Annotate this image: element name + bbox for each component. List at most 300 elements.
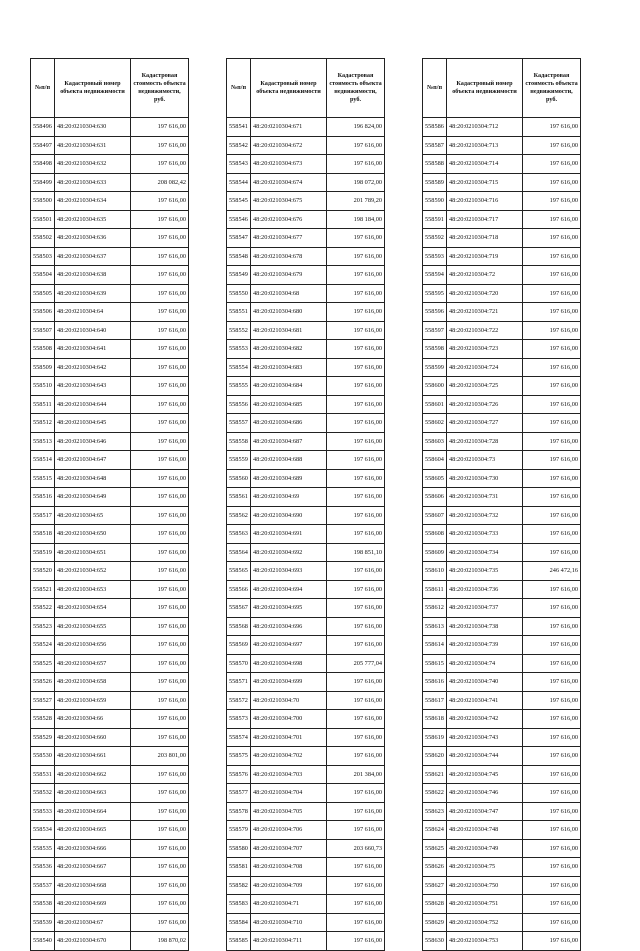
row-cadastral-number: 48:20:0210304:740	[447, 673, 523, 692]
row-cadastral-value: 197 616,00	[523, 247, 581, 266]
row-cadastral-value: 197 616,00	[131, 451, 189, 470]
row-cadastral-number: 48:20:0210304:710	[251, 913, 327, 932]
row-cadastral-number: 48:20:0210304:716	[447, 192, 523, 211]
row-cadastral-number: 48:20:0210304:724	[447, 358, 523, 377]
row-cadastral-value: 197 616,00	[523, 192, 581, 211]
row-cadastral-number: 48:20:0210304:715	[447, 173, 523, 192]
row-cadastral-value: 197 616,00	[523, 414, 581, 433]
row-number: 558559	[227, 451, 251, 470]
row-cadastral-value: 197 616,00	[327, 895, 385, 914]
row-cadastral-value: 197 616,00	[523, 155, 581, 174]
table-row	[227, 136, 385, 155]
row-number: 558598	[423, 340, 447, 359]
table-row	[227, 358, 385, 377]
row-number: 558599	[423, 358, 447, 377]
row-cadastral-value: 197 616,00	[523, 821, 581, 840]
row-cadastral-number: 48:20:0210304:679	[251, 266, 327, 285]
row-cadastral-number: 48:20:0210304:674	[251, 173, 327, 192]
row-cadastral-value: 197 616,00	[523, 580, 581, 599]
table-row	[227, 839, 385, 858]
row-cadastral-value: 197 616,00	[523, 525, 581, 544]
row-cadastral-number: 48:20:0210304:668	[55, 876, 131, 895]
table-row	[423, 414, 581, 433]
table-row	[423, 543, 581, 562]
row-number: 558588	[423, 155, 447, 174]
row-number: 558607	[423, 506, 447, 525]
row-cadastral-number: 48:20:0210304:665	[55, 821, 131, 840]
table-row	[227, 617, 385, 636]
row-cadastral-value: 197 616,00	[131, 432, 189, 451]
row-cadastral-value: 197 616,00	[131, 562, 189, 581]
row-number: 558527	[31, 691, 55, 710]
row-number: 558534	[31, 821, 55, 840]
row-cadastral-number: 48:20:0210304:722	[447, 321, 523, 340]
table-header-row	[423, 59, 581, 118]
row-cadastral-number: 48:20:0210304:682	[251, 340, 327, 359]
row-number: 558532	[31, 784, 55, 803]
table-row	[227, 821, 385, 840]
table-row	[31, 728, 189, 747]
row-cadastral-number: 48:20:0210304:657	[55, 654, 131, 673]
row-cadastral-number: 48:20:0210304:630	[55, 118, 131, 137]
row-cadastral-value: 197 616,00	[327, 821, 385, 840]
table-row	[227, 636, 385, 655]
row-cadastral-value: 197 616,00	[131, 118, 189, 137]
table-row	[227, 340, 385, 359]
row-number: 558514	[31, 451, 55, 470]
row-number: 558520	[31, 562, 55, 581]
row-number: 558499	[31, 173, 55, 192]
row-cadastral-number: 48:20:0210304:735	[447, 562, 523, 581]
table-row	[31, 691, 189, 710]
row-cadastral-value: 197 616,00	[523, 710, 581, 729]
row-cadastral-number: 48:20:0210304:700	[251, 710, 327, 729]
row-cadastral-number: 48:20:0210304:675	[251, 192, 327, 211]
row-cadastral-value: 197 616,00	[327, 599, 385, 618]
table-row	[227, 229, 385, 248]
row-cadastral-number: 48:20:0210304:644	[55, 395, 131, 414]
table-row	[227, 784, 385, 803]
table-row	[227, 173, 385, 192]
row-number: 558578	[227, 802, 251, 821]
table-row	[423, 580, 581, 599]
table-row	[227, 395, 385, 414]
row-cadastral-value: 197 616,00	[327, 358, 385, 377]
row-cadastral-number: 48:20:0210304:725	[447, 377, 523, 396]
row-cadastral-number: 48:20:0210304:653	[55, 580, 131, 599]
row-cadastral-value: 197 616,00	[327, 414, 385, 433]
row-number: 558625	[423, 839, 447, 858]
row-cadastral-number: 48:20:0210304:718	[447, 229, 523, 248]
row-number: 558586	[423, 118, 447, 137]
row-cadastral-value: 197 616,00	[523, 451, 581, 470]
row-cadastral-number: 48:20:0210304:697	[251, 636, 327, 655]
row-cadastral-number: 48:20:0210304:70	[251, 691, 327, 710]
row-cadastral-value: 197 616,00	[523, 784, 581, 803]
row-cadastral-value: 197 616,00	[327, 155, 385, 174]
row-number: 558573	[227, 710, 251, 729]
table-row	[227, 895, 385, 914]
table-row	[31, 284, 189, 303]
row-cadastral-value: 197 616,00	[327, 673, 385, 692]
row-cadastral-value: 197 616,00	[131, 469, 189, 488]
row-cadastral-value: 197 616,00	[131, 377, 189, 396]
table-row	[227, 691, 385, 710]
row-cadastral-number: 48:20:0210304:636	[55, 229, 131, 248]
row-number: 558601	[423, 395, 447, 414]
table-row	[227, 192, 385, 211]
table-row	[31, 192, 189, 211]
table-row	[227, 321, 385, 340]
row-cadastral-value: 197 616,00	[523, 599, 581, 618]
row-cadastral-value: 197 616,00	[327, 913, 385, 932]
row-cadastral-number: 48:20:0210304:661	[55, 747, 131, 766]
row-cadastral-number: 48:20:0210304:699	[251, 673, 327, 692]
row-number: 558547	[227, 229, 251, 248]
table-row	[227, 876, 385, 895]
row-cadastral-number: 48:20:0210304:68	[251, 284, 327, 303]
row-number: 558610	[423, 562, 447, 581]
table-row	[423, 525, 581, 544]
row-number: 558496	[31, 118, 55, 137]
table-row	[227, 654, 385, 673]
table-row	[31, 395, 189, 414]
table-row	[31, 451, 189, 470]
row-cadastral-value: 197 616,00	[523, 876, 581, 895]
row-number: 558596	[423, 303, 447, 322]
row-cadastral-number: 48:20:0210304:649	[55, 488, 131, 507]
row-number: 558511	[31, 395, 55, 414]
row-number: 558564	[227, 543, 251, 562]
table-row	[423, 136, 581, 155]
table-row	[423, 506, 581, 525]
table-row	[31, 617, 189, 636]
row-number: 558608	[423, 525, 447, 544]
row-number: 558526	[31, 673, 55, 692]
table-row	[423, 728, 581, 747]
row-cadastral-value: 197 616,00	[131, 617, 189, 636]
row-number: 558530	[31, 747, 55, 766]
row-cadastral-value: 197 616,00	[131, 358, 189, 377]
table-row	[31, 488, 189, 507]
row-cadastral-value: 197 616,00	[327, 932, 385, 951]
row-cadastral-number: 48:20:0210304:639	[55, 284, 131, 303]
row-cadastral-number: 48:20:0210304:747	[447, 802, 523, 821]
table-row	[423, 192, 581, 211]
row-cadastral-value: 197 616,00	[327, 247, 385, 266]
row-number: 558567	[227, 599, 251, 618]
row-cadastral-value: 197 616,00	[131, 229, 189, 248]
row-cadastral-number: 48:20:0210304:706	[251, 821, 327, 840]
table-row	[423, 636, 581, 655]
row-number: 558544	[227, 173, 251, 192]
row-cadastral-value: 197 616,00	[523, 932, 581, 951]
table-row	[31, 802, 189, 821]
row-cadastral-number: 48:20:0210304:703	[251, 765, 327, 784]
row-number: 558561	[227, 488, 251, 507]
row-cadastral-value: 197 616,00	[523, 395, 581, 414]
row-cadastral-number: 48:20:0210304:648	[55, 469, 131, 488]
row-cadastral-number: 48:20:0210304:643	[55, 377, 131, 396]
table-row	[423, 710, 581, 729]
row-cadastral-number: 48:20:0210304:672	[251, 136, 327, 155]
row-cadastral-number: 48:20:0210304:637	[55, 247, 131, 266]
row-number: 558537	[31, 876, 55, 895]
row-cadastral-value: 198 184,00	[327, 210, 385, 229]
row-cadastral-value: 197 616,00	[523, 617, 581, 636]
row-number: 558622	[423, 784, 447, 803]
table-row	[423, 358, 581, 377]
row-cadastral-number: 48:20:0210304:707	[251, 839, 327, 858]
row-cadastral-value: 197 616,00	[523, 432, 581, 451]
row-cadastral-number: 48:20:0210304:743	[447, 728, 523, 747]
row-cadastral-number: 48:20:0210304:684	[251, 377, 327, 396]
row-number: 558577	[227, 784, 251, 803]
table-row	[227, 932, 385, 951]
table-row	[423, 599, 581, 618]
row-cadastral-value: 197 616,00	[131, 340, 189, 359]
row-cadastral-value: 197 616,00	[327, 136, 385, 155]
row-cadastral-value: 197 616,00	[523, 266, 581, 285]
row-number: 558503	[31, 247, 55, 266]
table-row	[423, 858, 581, 877]
table-row	[423, 432, 581, 451]
row-cadastral-number: 48:20:0210304:683	[251, 358, 327, 377]
row-number: 558628	[423, 895, 447, 914]
row-number: 558624	[423, 821, 447, 840]
row-cadastral-number: 48:20:0210304:714	[447, 155, 523, 174]
row-cadastral-value: 197 616,00	[131, 858, 189, 877]
row-number: 558579	[227, 821, 251, 840]
row-cadastral-value: 197 616,00	[327, 377, 385, 396]
table-row	[227, 728, 385, 747]
table-row	[31, 765, 189, 784]
row-number: 558549	[227, 266, 251, 285]
table-row	[423, 562, 581, 581]
row-cadastral-value: 197 616,00	[327, 876, 385, 895]
row-cadastral-number: 48:20:0210304:736	[447, 580, 523, 599]
row-cadastral-number: 48:20:0210304:659	[55, 691, 131, 710]
table-row	[423, 673, 581, 692]
row-cadastral-number: 48:20:0210304:702	[251, 747, 327, 766]
table-row	[227, 377, 385, 396]
row-number: 558615	[423, 654, 447, 673]
table-row	[423, 691, 581, 710]
table-row	[227, 802, 385, 821]
row-cadastral-number: 48:20:0210304:685	[251, 395, 327, 414]
row-number: 558533	[31, 802, 55, 821]
row-cadastral-value: 197 616,00	[131, 192, 189, 211]
row-cadastral-value: 197 616,00	[523, 506, 581, 525]
row-number: 558620	[423, 747, 447, 766]
table-row	[31, 580, 189, 599]
row-cadastral-value: 197 616,00	[327, 747, 385, 766]
table-row	[227, 580, 385, 599]
row-number: 558603	[423, 432, 447, 451]
row-cadastral-value: 197 616,00	[523, 728, 581, 747]
row-cadastral-number: 48:20:0210304:690	[251, 506, 327, 525]
row-cadastral-value: 197 616,00	[327, 562, 385, 581]
row-cadastral-value: 197 616,00	[523, 358, 581, 377]
row-cadastral-number: 48:20:0210304:713	[447, 136, 523, 155]
table-row	[227, 432, 385, 451]
table-row	[31, 155, 189, 174]
row-cadastral-number: 48:20:0210304:634	[55, 192, 131, 211]
row-cadastral-value: 197 616,00	[327, 303, 385, 322]
row-number: 558555	[227, 377, 251, 396]
table-row	[227, 543, 385, 562]
row-cadastral-number: 48:20:0210304:633	[55, 173, 131, 192]
row-cadastral-value: 197 616,00	[327, 636, 385, 655]
row-number: 558626	[423, 858, 447, 877]
row-cadastral-value: 197 616,00	[131, 266, 189, 285]
row-number: 558627	[423, 876, 447, 895]
row-cadastral-value: 197 616,00	[327, 395, 385, 414]
row-cadastral-value: 197 616,00	[327, 284, 385, 303]
row-cadastral-number: 48:20:0210304:640	[55, 321, 131, 340]
table-row	[31, 377, 189, 396]
row-cadastral-number: 48:20:0210304:719	[447, 247, 523, 266]
row-cadastral-number: 48:20:0210304:708	[251, 858, 327, 877]
row-cadastral-number: 48:20:0210304:695	[251, 599, 327, 618]
row-cadastral-value: 197 616,00	[523, 543, 581, 562]
table-row	[227, 599, 385, 618]
table-row	[227, 469, 385, 488]
row-cadastral-number: 48:20:0210304:692	[251, 543, 327, 562]
row-number: 558529	[31, 728, 55, 747]
row-number: 558556	[227, 395, 251, 414]
row-number: 558521	[31, 580, 55, 599]
table-row	[227, 525, 385, 544]
row-number: 558591	[423, 210, 447, 229]
table-row	[423, 784, 581, 803]
table-row	[423, 303, 581, 322]
row-number: 558575	[227, 747, 251, 766]
row-number: 558546	[227, 210, 251, 229]
row-cadastral-number: 48:20:0210304:75	[447, 858, 523, 877]
table-row	[227, 913, 385, 932]
row-number: 558502	[31, 229, 55, 248]
row-cadastral-value: 201 789,20	[327, 192, 385, 211]
row-cadastral-number: 48:20:0210304:635	[55, 210, 131, 229]
row-cadastral-number: 48:20:0210304:654	[55, 599, 131, 618]
row-number: 558557	[227, 414, 251, 433]
row-cadastral-value: 198 072,00	[327, 173, 385, 192]
row-cadastral-value: 198 851,10	[327, 543, 385, 562]
table-row	[423, 765, 581, 784]
row-cadastral-number: 48:20:0210304:728	[447, 432, 523, 451]
table-header-row	[227, 59, 385, 118]
table-row	[31, 321, 189, 340]
row-cadastral-value: 197 616,00	[327, 580, 385, 599]
row-cadastral-number: 48:20:0210304:731	[447, 488, 523, 507]
table-row	[227, 562, 385, 581]
row-number: 558611	[423, 580, 447, 599]
row-number: 558512	[31, 414, 55, 433]
row-number: 558574	[227, 728, 251, 747]
row-cadastral-number: 48:20:0210304:651	[55, 543, 131, 562]
row-cadastral-number: 48:20:0210304:638	[55, 266, 131, 285]
row-cadastral-value: 198 870,02	[131, 932, 189, 951]
row-cadastral-number: 48:20:0210304:709	[251, 876, 327, 895]
table-row	[31, 506, 189, 525]
table-row	[423, 913, 581, 932]
row-number: 558525	[31, 654, 55, 673]
table-row	[31, 784, 189, 803]
row-number: 558524	[31, 636, 55, 655]
row-cadastral-value: 197 616,00	[131, 580, 189, 599]
row-cadastral-number: 48:20:0210304:631	[55, 136, 131, 155]
row-cadastral-value: 197 616,00	[131, 543, 189, 562]
table-row	[31, 599, 189, 618]
row-cadastral-value: 197 616,00	[327, 229, 385, 248]
row-cadastral-number: 48:20:0210304:711	[251, 932, 327, 951]
row-cadastral-value: 246 472,16	[523, 562, 581, 581]
row-cadastral-number: 48:20:0210304:641	[55, 340, 131, 359]
row-number: 558545	[227, 192, 251, 211]
table-row	[31, 895, 189, 914]
table-row	[423, 173, 581, 192]
row-cadastral-number: 48:20:0210304:751	[447, 895, 523, 914]
row-number: 558509	[31, 358, 55, 377]
row-number: 558528	[31, 710, 55, 729]
table-row	[423, 395, 581, 414]
table-row	[31, 839, 189, 858]
row-cadastral-number: 48:20:0210304:687	[251, 432, 327, 451]
row-cadastral-number: 48:20:0210304:705	[251, 802, 327, 821]
row-number: 558551	[227, 303, 251, 322]
header-cadastral-number: Кадастровый номер объекта недвижимости	[251, 59, 327, 118]
table-header-row	[31, 59, 189, 118]
table-row	[31, 247, 189, 266]
header-number: №п/п	[31, 59, 55, 118]
table-row	[31, 932, 189, 951]
row-cadastral-value: 197 616,00	[523, 173, 581, 192]
row-number: 558605	[423, 469, 447, 488]
row-cadastral-value: 196 824,00	[327, 118, 385, 137]
row-cadastral-value: 197 616,00	[523, 488, 581, 507]
row-cadastral-number: 48:20:0210304:73	[447, 451, 523, 470]
row-number: 558550	[227, 284, 251, 303]
row-number: 558508	[31, 340, 55, 359]
row-number: 558619	[423, 728, 447, 747]
row-cadastral-number: 48:20:0210304:680	[251, 303, 327, 322]
row-number: 558498	[31, 155, 55, 174]
row-cadastral-number: 48:20:0210304:71	[251, 895, 327, 914]
row-number: 558595	[423, 284, 447, 303]
row-number: 558630	[423, 932, 447, 951]
table-row	[227, 858, 385, 877]
table-row	[227, 284, 385, 303]
row-cadastral-number: 48:20:0210304:655	[55, 617, 131, 636]
table-row	[227, 747, 385, 766]
row-cadastral-number: 48:20:0210304:673	[251, 155, 327, 174]
row-cadastral-value: 197 616,00	[523, 673, 581, 692]
row-cadastral-value: 197 616,00	[131, 913, 189, 932]
row-cadastral-number: 48:20:0210304:746	[447, 784, 523, 803]
row-cadastral-value: 197 616,00	[523, 118, 581, 137]
row-cadastral-value: 197 616,00	[327, 321, 385, 340]
row-number: 558507	[31, 321, 55, 340]
row-number: 558558	[227, 432, 251, 451]
row-cadastral-value: 201 384,00	[327, 765, 385, 784]
row-cadastral-value: 197 616,00	[327, 784, 385, 803]
table-row	[31, 673, 189, 692]
row-cadastral-value: 197 616,00	[523, 210, 581, 229]
row-cadastral-number: 48:20:0210304:67	[55, 913, 131, 932]
row-cadastral-value: 197 616,00	[131, 895, 189, 914]
row-cadastral-value: 197 616,00	[523, 377, 581, 396]
